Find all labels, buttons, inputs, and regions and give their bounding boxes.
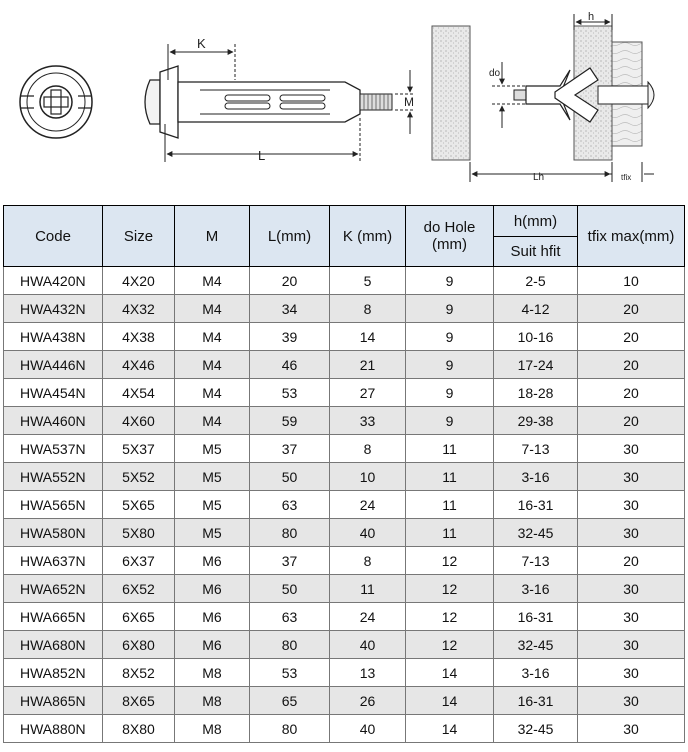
cell-l: 37 (250, 435, 330, 463)
table-row (4, 351, 685, 379)
cell-do-hole: 9 (406, 267, 494, 295)
table-row (4, 659, 685, 687)
cell-size: 4X60 (103, 407, 175, 435)
table-row (4, 435, 685, 463)
cell-code: HWA880N (4, 715, 103, 743)
cell-size: 5X65 (103, 491, 175, 519)
cell-do-hole: 9 (406, 323, 494, 351)
cell-k: 40 (330, 715, 406, 743)
cell-tfix: 30 (578, 435, 685, 463)
cell-h: 4-12 (494, 295, 578, 323)
cell-tfix: 20 (578, 547, 685, 575)
cell-h: 7-13 (494, 435, 578, 463)
cell-l: 46 (250, 351, 330, 379)
header-do-hole (406, 206, 494, 267)
cell-do-hole: 9 (406, 295, 494, 323)
cell-do-hole: 9 (406, 407, 494, 435)
cell-code: HWA865N (4, 687, 103, 715)
cell-tfix: 30 (578, 575, 685, 603)
cell-size: 5X37 (103, 435, 175, 463)
table-row (4, 323, 685, 351)
cell-code: HWA652N (4, 575, 103, 603)
cell-do-hole: 12 (406, 575, 494, 603)
cell-h: 32-45 (494, 715, 578, 743)
cell-code: HWA565N (4, 491, 103, 519)
installation-diagram-icon (432, 14, 654, 182)
cell-m: M6 (175, 603, 250, 631)
cell-k: 14 (330, 323, 406, 351)
cell-h: 29-38 (494, 407, 578, 435)
table-row (4, 603, 685, 631)
cell-code: HWA432N (4, 295, 103, 323)
cell-k: 8 (330, 547, 406, 575)
cell-size: 8X52 (103, 659, 175, 687)
cell-k: 10 (330, 463, 406, 491)
cell-l: 50 (250, 463, 330, 491)
cell-code: HWA460N (4, 407, 103, 435)
table-row (4, 463, 685, 491)
cell-k: 21 (330, 351, 406, 379)
cell-h: 16-31 (494, 603, 578, 631)
cell-l: 65 (250, 687, 330, 715)
header-tfix: tfix max(mm) (578, 206, 685, 267)
cell-m: M4 (175, 267, 250, 295)
cell-do-hole: 12 (406, 603, 494, 631)
cell-h: 7-13 (494, 547, 578, 575)
cell-h: 3-16 (494, 463, 578, 491)
cell-tfix: 10 (578, 267, 685, 295)
cell-l: 34 (250, 295, 330, 323)
cell-code: HWA665N (4, 603, 103, 631)
spec-table (3, 205, 685, 743)
table-body (4, 267, 685, 743)
table-row (4, 267, 685, 295)
cell-l: 80 (250, 519, 330, 547)
header-code: Code (4, 206, 103, 267)
cell-h: 16-31 (494, 491, 578, 519)
cell-l: 63 (250, 491, 330, 519)
header-do-hole-line2: (mm) (432, 236, 467, 253)
cell-m: M8 (175, 715, 250, 743)
cell-tfix: 30 (578, 463, 685, 491)
cell-h: 3-16 (494, 659, 578, 687)
cell-code: HWA446N (4, 351, 103, 379)
cell-l: 50 (250, 575, 330, 603)
header-m: M (175, 206, 250, 267)
table-row (4, 687, 685, 715)
cell-k: 5 (330, 267, 406, 295)
cell-m: M8 (175, 659, 250, 687)
cell-h: 18-28 (494, 379, 578, 407)
cell-k: 13 (330, 659, 406, 687)
cell-size: 6X65 (103, 603, 175, 631)
cell-m: M8 (175, 687, 250, 715)
cell-k: 8 (330, 295, 406, 323)
label-tfix: tfix (621, 173, 632, 182)
cell-m: M4 (175, 351, 250, 379)
cell-size: 8X80 (103, 715, 175, 743)
cell-do-hole: 14 (406, 659, 494, 687)
cell-h: 32-45 (494, 519, 578, 547)
cell-code: HWA537N (4, 435, 103, 463)
cell-m: M4 (175, 407, 250, 435)
cell-size: 4X54 (103, 379, 175, 407)
cell-do-hole: 11 (406, 435, 494, 463)
cell-do-hole: 9 (406, 379, 494, 407)
side-view-icon (145, 44, 415, 162)
cell-k: 8 (330, 435, 406, 463)
table-row (4, 379, 685, 407)
cell-tfix: 30 (578, 659, 685, 687)
cell-l: 80 (250, 715, 330, 743)
cell-m: M6 (175, 575, 250, 603)
cell-tfix: 20 (578, 351, 685, 379)
cell-k: 24 (330, 491, 406, 519)
header-do-hole-line1: do Hole (423, 219, 476, 236)
cell-code: HWA454N (4, 379, 103, 407)
cell-h: 32-45 (494, 631, 578, 659)
cell-code: HWA580N (4, 519, 103, 547)
cell-size: 4X20 (103, 267, 175, 295)
header-l: L(mm) (250, 206, 330, 267)
cell-m: M4 (175, 323, 250, 351)
cell-tfix: 30 (578, 687, 685, 715)
cell-k: 11 (330, 575, 406, 603)
cell-m: M5 (175, 491, 250, 519)
table-row (4, 715, 685, 743)
cell-m: M4 (175, 295, 250, 323)
cell-tfix: 20 (578, 407, 685, 435)
cell-size: 4X46 (103, 351, 175, 379)
technical-drawing (0, 0, 688, 200)
cell-do-hole: 11 (406, 519, 494, 547)
cell-do-hole: 12 (406, 631, 494, 659)
cell-k: 27 (330, 379, 406, 407)
cell-size: 6X37 (103, 547, 175, 575)
table-row (4, 547, 685, 575)
label-l: L (258, 148, 266, 163)
header-size: Size (103, 206, 175, 267)
cell-l: 59 (250, 407, 330, 435)
cell-k: 40 (330, 631, 406, 659)
cell-l: 37 (250, 547, 330, 575)
cell-size: 5X52 (103, 463, 175, 491)
cell-l: 63 (250, 603, 330, 631)
label-h: h (588, 11, 595, 23)
cell-code: HWA680N (4, 631, 103, 659)
cell-h: 2-5 (494, 267, 578, 295)
cell-size: 5X80 (103, 519, 175, 547)
cell-tfix: 20 (578, 323, 685, 351)
cell-tfix: 30 (578, 715, 685, 743)
cell-k: 26 (330, 687, 406, 715)
cell-m: M5 (175, 435, 250, 463)
cell-k: 40 (330, 519, 406, 547)
cell-l: 80 (250, 631, 330, 659)
cell-h: 3-16 (494, 575, 578, 603)
cell-size: 6X80 (103, 631, 175, 659)
cell-h: 16-31 (494, 687, 578, 715)
cell-code: HWA420N (4, 267, 103, 295)
cell-tfix: 30 (578, 519, 685, 547)
label-lh: Lh (533, 172, 545, 183)
cell-tfix: 30 (578, 631, 685, 659)
cell-m: M5 (175, 519, 250, 547)
table-row (4, 519, 685, 547)
header-row (4, 206, 685, 237)
cell-m: M6 (175, 547, 250, 575)
header-k: K (mm) (330, 206, 406, 267)
label-m: M (404, 95, 414, 109)
cell-tfix: 20 (578, 379, 685, 407)
cell-h: 17-24 (494, 351, 578, 379)
cell-tfix: 30 (578, 603, 685, 631)
label-k: K (197, 36, 206, 51)
cell-do-hole: 14 (406, 687, 494, 715)
cell-k: 33 (330, 407, 406, 435)
table-row (4, 407, 685, 435)
cell-code: HWA552N (4, 463, 103, 491)
cell-size: 4X32 (103, 295, 175, 323)
table-row (4, 631, 685, 659)
cell-size: 6X52 (103, 575, 175, 603)
cell-do-hole: 11 (406, 463, 494, 491)
cell-do-hole: 12 (406, 547, 494, 575)
cell-l: 53 (250, 659, 330, 687)
cell-l: 20 (250, 267, 330, 295)
cell-tfix: 20 (578, 295, 685, 323)
cell-k: 24 (330, 603, 406, 631)
cell-tfix: 30 (578, 491, 685, 519)
cell-do-hole: 11 (406, 491, 494, 519)
cell-l: 39 (250, 323, 330, 351)
cell-size: 4X38 (103, 323, 175, 351)
table-row (4, 295, 685, 323)
table-row (4, 575, 685, 603)
end-view-icon (20, 66, 92, 138)
cell-l: 53 (250, 379, 330, 407)
cell-code: HWA438N (4, 323, 103, 351)
cell-do-hole: 14 (406, 715, 494, 743)
cell-code: HWA852N (4, 659, 103, 687)
cell-m: M5 (175, 463, 250, 491)
header-suit-hfit: Suit hfit (494, 237, 578, 267)
cell-h: 10-16 (494, 323, 578, 351)
cell-m: M4 (175, 379, 250, 407)
cell-m: M6 (175, 631, 250, 659)
label-do: do (489, 68, 501, 79)
table-row (4, 491, 685, 519)
cell-do-hole: 9 (406, 351, 494, 379)
cell-code: HWA637N (4, 547, 103, 575)
header-h: h(mm) (494, 206, 578, 237)
cell-size: 8X65 (103, 687, 175, 715)
